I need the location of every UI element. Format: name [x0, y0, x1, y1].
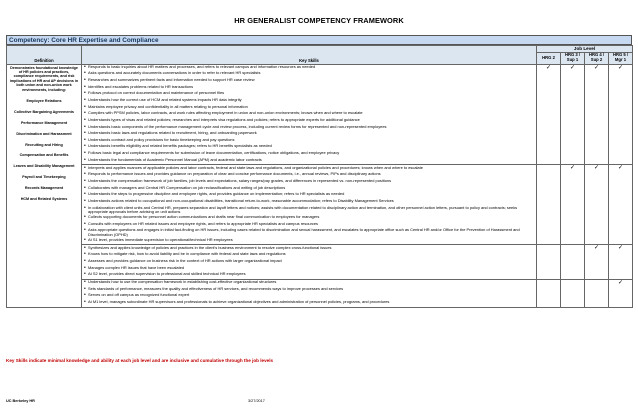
level-check-cell [561, 279, 585, 307]
definition-area: Discrimination and Harassment [16, 131, 72, 136]
skill-item [84, 272, 535, 278]
level-check-cell [537, 279, 561, 307]
skill-text: Understands contract and policy provisions for basic timekeeping and pay questions [88, 136, 235, 142]
skill-text: Understands benefits eligibility and related benefits packages; refers to HR benefits specialists as needed [88, 143, 272, 149]
definition-area: HCM and Related Systems [20, 197, 68, 202]
skill-text: Understands the compensation framework of job families, job levels and expectations, salary ranges/pay grades, and differences in represented vs. non-represented positions [88, 177, 392, 183]
skill-text: Interprets and applies nuances of applicable policies and labor contracts, federal and state laws and regulations, and organizational policies and procedures; knows when and where to escalate [88, 164, 423, 170]
skill-text: Knows how to mitigate risk, how to avoid liability and be in compliance with federal and state laws and regulations [88, 251, 286, 257]
key-skills-cell [82, 165, 537, 245]
header-level-hrg2: HRG 2 [537, 52, 561, 64]
skill-text: At S2 level, provides direct supervision to professional and skilled technical HR employees [88, 271, 246, 277]
skill-text: Follows basic legal and compliance requirements for submission of leave documentation, certifications, notice obligations, and employee privacy [88, 150, 340, 156]
skill-text: Collects supporting documents for personnel action communications and drafts near final communication to employees for managers [88, 214, 320, 219]
skill-text: Follows protocol on correct documentation and maintenance of personnel files [88, 90, 225, 96]
level-check-cell [585, 245, 609, 280]
skill-item [84, 158, 535, 164]
footnote: Key Skills indicate minimal knowledge and ability at each job level and are inclusive and cumulative through the job levels [6, 358, 274, 363]
bullet-icon: • [84, 191, 86, 198]
bullet-icon: • [84, 130, 86, 137]
skill-text: Consults with employees on HR related issues and employee rights, and refers to appropriate HR specialists and campus resources [88, 220, 319, 226]
bullet-icon: • [84, 116, 86, 123]
footer-org: UC Berkeley HR [6, 399, 35, 403]
skill-text: Manages complex HR issues that have been escalated [88, 264, 185, 270]
skill-text: Understands the steps to progressive discipline and employee rights, and provides guidance on implementation; refers to HR specialists as needed [88, 191, 345, 197]
level-check-cell [561, 64, 585, 165]
skill-group-row [7, 64, 633, 165]
checkmark-icon: ✓ [617, 165, 624, 172]
skill-text: Sets standards of performance, measures the quality and effectiveness of HR services, and recommends ways to improve processes and services [88, 285, 344, 291]
definition-area: Performance Management [20, 120, 68, 125]
checkmark-icon: ✓ [617, 64, 624, 71]
bullet-icon: • [84, 251, 86, 258]
bullet-icon: • [84, 110, 86, 117]
bullet-icon: • [84, 70, 86, 77]
bullet-icon: • [84, 143, 86, 150]
checkmark-icon: ✓ [593, 245, 600, 252]
skill-text: Maintains employee privacy and confidentiality in all matters relating to personal information [88, 103, 248, 109]
level-check-cell [561, 165, 585, 245]
skill-text: Understands how the correct use of HCM and related systems impacts HR data integrity [88, 97, 242, 102]
skill-text: Researches and summarizes pertinent facts and information needed to support HR case review [88, 77, 255, 83]
competency-banner: Competency: Core HR Expertise and Compliance [6, 35, 632, 45]
bullet-icon: • [84, 279, 86, 286]
level-check-cell [537, 245, 561, 280]
key-skills-cell [82, 64, 537, 165]
bullet-icon: • [84, 220, 86, 227]
definition-area: Payroll and Timekeeping [22, 175, 66, 180]
bullet-icon: • [84, 97, 86, 103]
page-title: HR GENERALIST COMPETENCY FRAMEWORK [234, 16, 404, 25]
skill-text: Synthesizes and applies knowledge of policies and practices in the client's business environment to resolve complex cross-functional issues [88, 244, 332, 250]
bullet-icon: • [84, 292, 86, 299]
bullet-icon: • [84, 177, 86, 184]
bullet-icon: • [84, 299, 86, 306]
bullet-icon: • [84, 171, 86, 178]
bullet-icon: • [84, 204, 86, 211]
bullet-icon: • [84, 156, 86, 163]
checkmark-icon: ✓ [593, 64, 600, 71]
level-check-cell [609, 279, 633, 307]
level-check-cell [585, 279, 609, 307]
bullet-icon: • [84, 236, 86, 243]
header-job-level: Job Level [537, 46, 633, 53]
skill-item [84, 300, 535, 306]
skill-group-row [7, 245, 633, 280]
definition-area: Leaves and Disability Management [13, 164, 75, 169]
header-level-hrg3: HRG 3 / Sup 1 [561, 52, 585, 64]
bullet-icon: • [84, 214, 86, 220]
bullet-icon: • [84, 136, 86, 143]
skill-text: Serves on and off campus as recognized functional expert [88, 292, 190, 298]
skill-text: Asks appropriate questions and engages in initial fact-finding on HR issues, including cases related to discrimination and sexual harassment, and escalates to appropriate office such as Central HR and/or Office for the Prevention of Harassment and Discrimination (OPHD) [88, 227, 520, 237]
skill-text: Collaborates with managers and Central HR Compensation on job reclassifications and writing of job descriptions [88, 184, 286, 190]
header-level-hrg5: HRG 5 / Mgr 1 [609, 52, 633, 64]
skill-text: At S1 level, provides immediate supervision to operational/technical HR employees [88, 236, 233, 242]
definition-area: Compensation and Benefits [19, 153, 69, 158]
checkmark-icon: ✓ [617, 279, 624, 286]
header-definition: Definition [7, 46, 82, 65]
level-check-cell [585, 165, 609, 245]
skill-text: Understands how to use the compensation framework in establishing cost-effective organizational structures [88, 279, 277, 285]
definition-intro: Demonstrates foundational knowledge of HR policies and practices, compliance requirements, and risk implications of HR and AP decisions in both union and non-union work environments, including: [9, 65, 79, 92]
competency-table [6, 45, 633, 308]
skill-text: Responds to performance issues and provides guidance on preparation of clear and concise performance documents, i.e., annual reviews, PIPs and disciplinary actions [88, 171, 381, 177]
skill-group-row [7, 279, 633, 307]
bullet-icon: • [84, 257, 86, 264]
bullet-icon: • [84, 285, 86, 292]
skill-item [84, 238, 535, 244]
bullet-icon: • [84, 164, 86, 171]
bullet-icon: • [84, 103, 86, 110]
bullet-icon: • [84, 227, 86, 234]
definition-cell [7, 64, 82, 307]
checkmark-icon: ✓ [569, 64, 576, 71]
skill-text: Understands basic laws and regulations related to recruitment, hiring, and onboarding paperwork [88, 130, 257, 136]
bullet-icon: • [84, 271, 86, 278]
key-skills-cell [82, 245, 537, 280]
skill-text: Assesses and provides guidance on business risk in the context of HR actions with larger organizational impact [88, 257, 282, 263]
bullet-icon: • [84, 264, 86, 271]
header-key-skills: Key Skills [82, 46, 537, 65]
skill-text: Complies with PPSM policies, labor contracts, and work rules affecting employment in union and non-union environments; knows when and where to escalate [88, 110, 363, 116]
footer-date: 3/27/2017 [248, 399, 265, 403]
bullet-icon: • [84, 150, 86, 157]
skill-text: Understands types of visas and related policies; researches and interprets visa regulations and policies; refers to appropriate experts for additional guidance [88, 116, 360, 122]
skill-text: Responds to basic inquiries about HR matters and processes, and refers to relevant campus and information resources as needed [88, 63, 316, 69]
skill-group-row [7, 165, 633, 245]
bullet-icon: • [84, 90, 86, 97]
definition-area: Recruiting and Hiring [25, 142, 63, 147]
definition-area: Records Management [24, 186, 64, 191]
bullet-icon: • [84, 123, 86, 130]
bullet-icon: • [84, 83, 86, 90]
bullet-icon: • [84, 197, 86, 204]
skill-text: Asks questions and accurately documents conversations in order to refer to relevant HR specialists [88, 70, 261, 76]
skill-text: At M1 level, manages subordinate HR supervisors and professionals to achieve organizational objectives and administration of personnel policies, programs, and procedures [88, 299, 390, 305]
key-skills-cell [82, 279, 537, 307]
skill-text: Understands the fundamentals of Academic Personnel Manual (APM) and academic labor contracts [88, 156, 262, 162]
checkmark-icon: ✓ [569, 165, 576, 172]
level-check-cell [609, 245, 633, 280]
level-check-cell [585, 64, 609, 165]
bullet-icon: • [84, 63, 86, 70]
header-level-hrg4: HRG 4 / Sup 2 [585, 52, 609, 64]
bullet-icon: • [84, 77, 86, 84]
definition-area: Employee Relations [26, 98, 62, 103]
level-check-cell [537, 165, 561, 245]
level-check-cell [537, 64, 561, 165]
skill-text: In collaboration with client units and Central HR, prepares separation and layoff letters and notices; assists with documentation related to disciplinary action and termination, and other personnel action letters, pursuant to policy and contracts; seeks appropriate approvals before advising on unit actions [88, 204, 518, 214]
definition-area: Collective Bargaining Agreements [14, 109, 74, 114]
checkmark-icon: ✓ [545, 64, 552, 71]
level-check-cell [609, 165, 633, 245]
skill-text: Identifies and escalates problems related to HR transactions [88, 83, 194, 89]
level-check-cell [609, 64, 633, 165]
checkmark-icon: ✓ [593, 165, 600, 172]
bullet-icon: • [84, 244, 86, 251]
bullet-icon: • [84, 184, 86, 191]
level-check-cell [561, 245, 585, 280]
skill-text: Understands actions related to occupational and non-occupational disabilities, transitional return-to-work, reasonable accommodation; refers to Disability Management Services [88, 197, 394, 203]
skill-text: Understands basic components of the performance management cycle and review process, including current review forms for represented and non-represented employees [88, 123, 387, 129]
checkmark-icon: ✓ [617, 245, 624, 252]
